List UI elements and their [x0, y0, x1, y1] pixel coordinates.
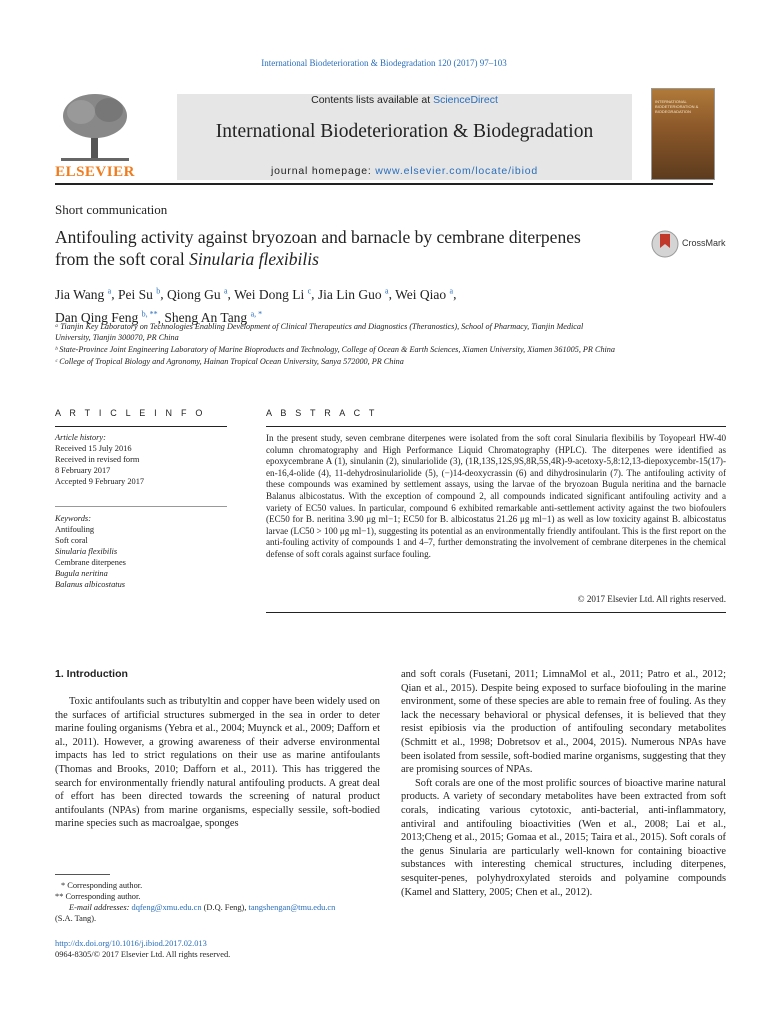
intro-paragraph: Toxic antifoulants such as tributyltin and copper have been widely used on the surfaces of artificial structures submerged in the sea in order to deter marine fouling organisms (Yebra et al., 2004; Muynck et al., 2009; Dafforn et al., 2011). However, a growing awareness of their adverse environmental impacts has led to strict regulations on their use as marine antifoulants (Thomas and Brooks, 2010; Dafforn et al., 2011). This has triggered the search for environmentally friendly natural antifouling products. A great deal of effort has been directed towards the screening of natural product antifoulants (NPAs) from marine organisms, especially sessile, soft-bodied marine species such as macroalgae, sponges: [55, 696, 380, 830]
citation-line[interactable]: International Biodeterioration & Biodegradation 120 (2017) 97–103: [261, 58, 507, 68]
intro-left-column: [55, 695, 380, 831]
keyword: Soft coral: [55, 536, 88, 545]
affiliations: [55, 321, 620, 368]
abstract-bottom-rule: [266, 612, 726, 613]
author[interactable]: Sheng An Tang $^{a, *}$: [164, 309, 263, 325]
crossmark-label: CrossMark: [682, 238, 726, 248]
footnote-corr2: ** Corresponding author.: [55, 892, 141, 901]
journal-cover-thumbnail[interactable]: [651, 88, 715, 180]
footnote-corr1: * Corresponding author.: [61, 881, 143, 890]
abstract-copyright: © 2017 Elsevier Ltd. All rights reserved.: [577, 594, 726, 604]
keyword: Bugula neritina: [55, 569, 108, 578]
abstract-text: In the present study, seven cembrane diterpenes were isolated from the soft coral Sinularia flexibilis by Toyopearl HW-40 column chromatography and High Performance Liquid Chromatography (HPLC). The diterpenes were identified as epoxycembrane A (1), sinulanin (2), sinulariolide (3), (1R,13S,12S,9S,8R,5S,4R)-9-acetoxy-5,8:12,13-diepoxycembr-15(17)-en-16,4-olide (4), 11-dehydrosinulariolide (5), (−)14-deoxycrassin (6) and dihydrosinularin (7). The antifouling activity of these compounds was examined by settlement assays, using the larvae of the bryozoan Bugula neritina and the barnacle Balanus albicostatus. With the exception of compound 2, all compounds indicated significant antifouling activity and a variety of EC50 values. In particular, compound 6 exhibited remarkable anti-settlement activity against the two biofoulers (EC50 for B. neritina 3.90 μg ml−1; EC50 for B. albicostatus 21.26 μg ml−1) as well as low toxicity against B. albicostatus larvae (LC50 > 100 μg ml−1), suggesting its potential as an environmentally friendly antifoulant. This is the first report on the anti-fouling activity of compounds 1 and 4–7, further demonstrating the involvement of cembrane diterpenes in the chemical defense of soft corals against surface fouling.: [266, 433, 726, 559]
sciencedirect-link[interactable]: ScienceDirect: [433, 94, 498, 106]
title-species: Sinularia flexibilis: [189, 249, 319, 269]
title-main: Antifouling activity against bryozoan and barnacle by cembrane diterpenes from the soft coral: [55, 227, 581, 269]
crossmark-icon: [651, 229, 679, 259]
email-link[interactable]: dqfeng@xmu.edu.cn: [131, 903, 202, 912]
contents-prefix: Contents lists available at: [311, 94, 434, 106]
intro-heading: 1. Introduction: [55, 668, 128, 680]
keywords: [55, 513, 227, 590]
intro-paragraph: and soft corals (Fusetani, 2011; LimnaMol et al., 2011; Patro et al., 2012; Qian et al., 2015). Despite being exposed to surface biofouling in the marine environment, some of these species are able to remain free of fouling. As they lack the necessary behavioral or physical defenses, it is believed that they resist epibiosis via the production of antifouling secondary metabolites (Schmitt et al., 1998; Dobretsov et al., 2004, 2015). Numerous NPAs have been isolated from sessile, soft-bodied marine organisms, suggesting that they are promising sources of NPAs.: [401, 669, 726, 776]
history-item: Accepted 9 February 2017: [55, 477, 145, 486]
keyword: Balanus albicostatus: [55, 580, 126, 589]
footnote-rule: [55, 874, 110, 875]
history-item: Received 15 July 2016: [55, 444, 132, 453]
keyword: Antifouling: [55, 525, 95, 534]
publisher-wordmark: ELSEVIER: [55, 164, 135, 180]
journal-title: International Biodeterioration & Biodegradation: [215, 121, 594, 142]
email-link[interactable]: tangshengan@tmu.edu.cn: [248, 903, 336, 912]
doi-link[interactable]: http://dx.doi.org/10.1016/j.ibiod.2017.02.013: [55, 939, 207, 948]
email-owner: (D.Q. Feng),: [203, 903, 247, 912]
article-history: [55, 432, 227, 487]
affiliation-b: ᵇ State-Province Joint Engineering Laboratory of Marine Bioproducts and Technology, College of Ocean & Earth Sciences, Xiamen University, Xiamen 361005, PR China: [55, 345, 615, 354]
author[interactable]: Wei Dong Li $^c$: [234, 286, 312, 302]
article-title: [55, 226, 615, 270]
author-list: Jia Wang $^a$, Pei Su $^b$, Qiong Gu $^a$, Wei Dong Li $^c$, Jia Lin Guo $^a$, Wei Qiao $^a$, Dan Qing Feng $^{b, **}$, Sheng An Tang $^{a, *}$: [55, 286, 457, 325]
history-rule: [55, 506, 227, 507]
doi-block: [55, 938, 380, 960]
intro-right-column: [401, 668, 726, 899]
homepage-prefix: journal homepage:: [271, 165, 376, 177]
author[interactable]: Jia Wang $^a$: [55, 286, 112, 302]
intro-paragraph: Soft corals are one of the most prolific sources of bioactive marine natural products. A variety of secondary metabolites have been extracted from soft corals, indicating various cytotoxic, anti-bacterial, anti-inflammatory, antiviral and antifouling bioactivities (Wen et al., 2008; Lai et al., 2013;Cheng et al., 2015; Gomaa et al., 2015; Taira et al., 2015). Soft corals of the genus Sinularia are particularly well-known for containing bioactive substances with interesting chemical structures, including diterpenes, sesquiter-penes, polyhydroxylated steroids and polyamine compounds (Kamel and Slattery, 2005; Chen et al., 2012).: [401, 777, 726, 898]
abstract-heading: A B S T R A C T: [266, 408, 378, 418]
header-rule: [55, 183, 713, 185]
article-type: Short communication: [55, 202, 168, 217]
history-item: Received in revised form: [55, 455, 140, 464]
journal-homepage: [177, 165, 632, 177]
history-item: 8 February 2017: [55, 466, 111, 475]
article-info-rule: [55, 426, 227, 427]
affiliation-a: ᵃ Tianjin Key Laboratory on Technologies Enabling Development of Clinical Therapeutics and Diagnostics (Theranostics), School of Pharmacy, Tianjin Medical University, Tianjin 300070, PR China: [55, 322, 584, 342]
author[interactable]: Wei Qiao $^a$: [395, 286, 454, 302]
keyword: Cembrane diterpenes: [55, 558, 126, 567]
affiliation-c: ᶜ College of Tropical Biology and Agronomy, Hainan Tropical Ocean University, Sanya 572000, PR China: [55, 357, 404, 366]
author[interactable]: Qiong Gu $^a$: [166, 286, 228, 302]
cover-title: INTERNATIONAL BIODETERIORATION & BIODEGRADATION: [655, 99, 699, 114]
abstract-rule: [266, 426, 726, 427]
keyword: Sinularia flexibilis: [55, 547, 118, 556]
article-info-heading: A R T I C L E I N F O: [55, 408, 206, 418]
author[interactable]: Jia Lin Guo $^a$: [317, 286, 389, 302]
author[interactable]: Dan Qing Feng $^{b, **}$: [55, 309, 158, 325]
footnotes: [55, 880, 380, 924]
contents-line: [177, 94, 632, 106]
email-owner: (S.A. Tang).: [55, 914, 97, 923]
email-label: E-mail addresses:: [69, 903, 130, 912]
homepage-link[interactable]: www.elsevier.com/locate/ibiod: [375, 165, 538, 177]
keywords-label: Keywords:: [55, 514, 91, 523]
author[interactable]: Pei Su $^b$: [117, 286, 161, 302]
crossmark-badge[interactable]: [651, 229, 741, 261]
history-label: Article history:: [55, 433, 106, 442]
issn-line: 0964-8305/© 2017 Elsevier Ltd. All rights reserved.: [55, 950, 231, 959]
